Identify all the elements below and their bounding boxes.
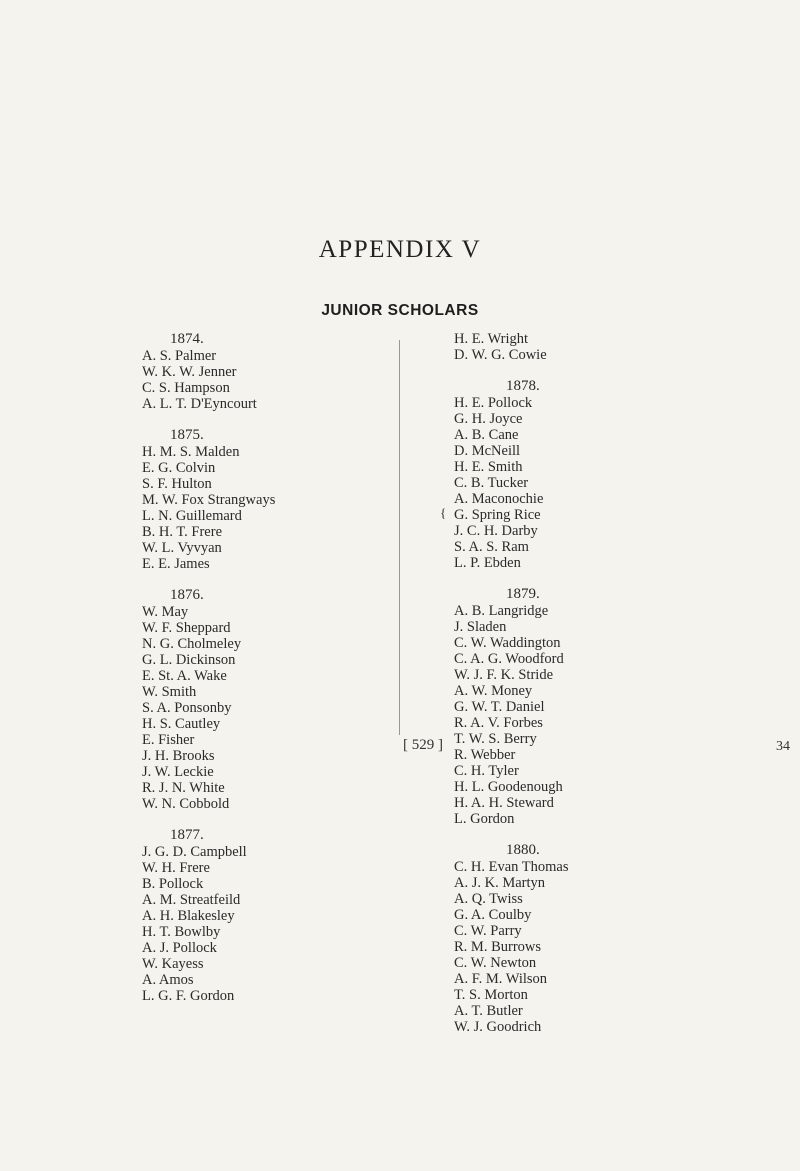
right-column: [454, 331, 704, 1035]
scholar-name: J. W. Leckie: [142, 764, 214, 780]
scholar-name: T. S. Morton: [454, 987, 528, 1003]
year-heading: 1879.: [506, 586, 540, 602]
spacer: [142, 412, 392, 427]
column-divider: [399, 340, 400, 735]
scholar-name: R. Webber: [454, 747, 516, 763]
appendix-title: APPENDIX V: [318, 236, 482, 263]
scholar-name: A. J. Pollock: [142, 940, 217, 956]
scholar-name: A. T. Butler: [454, 1003, 523, 1019]
scholar-name: A. Maconochie: [454, 491, 544, 507]
scholar-name: J. C. H. Darby: [454, 523, 538, 539]
scholar-name: G. W. T. Daniel: [454, 699, 545, 715]
scholar-name: A. Amos: [142, 972, 194, 988]
scholar-name: G. H. Joyce: [454, 411, 523, 427]
scholar-name: C. B. Tucker: [454, 475, 529, 491]
scholar-name: E. E. James: [142, 556, 210, 572]
scholar-name: H. S. Cautley: [142, 716, 221, 732]
scholar-name: E. St. A. Wake: [142, 668, 227, 684]
scholar-name: C. W. Waddington: [454, 635, 561, 651]
scholar-name: A. J. K. Martyn: [454, 875, 546, 891]
scholar-name: A. M. Streatfeild: [142, 892, 241, 908]
scholar-name: C. H. Tyler: [454, 763, 519, 779]
year-heading: 1880.: [506, 842, 540, 858]
scholar-name: W. J. F. K. Stride: [454, 667, 554, 683]
scholar-name: J. H. Brooks: [142, 748, 215, 764]
scholar-name: S. A. Ponsonby: [142, 700, 232, 716]
scholar-name: W. F. Sheppard: [142, 620, 231, 636]
scholar-name: L. G. F. Gordon: [142, 988, 235, 1004]
scholar-name: D. W. G. Cowie: [454, 347, 547, 363]
year-heading: 1878.: [506, 378, 540, 394]
year-heading: 1875.: [170, 427, 204, 443]
scholar-name: C. A. G. Woodford: [454, 651, 564, 667]
scholar-name: S. F. Hulton: [142, 476, 212, 492]
scholar-name: H. E. Wright: [454, 331, 529, 347]
scholar-name: J. G. D. Campbell: [142, 844, 247, 860]
scholar-name: R. M. Burrows: [454, 939, 542, 955]
scholar-name: W. H. Frere: [142, 860, 210, 876]
scholar-name: J. Sladen: [454, 619, 507, 635]
scholar-name: C. W. Parry: [454, 923, 522, 939]
scholar-name: L. Gordon: [454, 811, 515, 827]
page-number: [ 529 ]: [403, 737, 443, 753]
scholar-name: N. G. Cholmeley: [142, 636, 242, 652]
scholar-name: A. B. Langridge: [454, 603, 549, 619]
spacer: [142, 572, 392, 587]
spacer: [142, 812, 392, 827]
scholar-name: H. M. S. Malden: [142, 444, 240, 460]
spacer: [454, 827, 704, 842]
year-heading: 1877.: [170, 827, 204, 843]
scholar-name: T. W. S. Berry: [454, 731, 537, 747]
year-heading: 1874.: [170, 331, 204, 347]
scholar-name: A. Q. Twiss: [454, 891, 523, 907]
scholar-name: W. May: [142, 604, 189, 620]
scholar-name: G. A. Coulby: [454, 907, 532, 923]
spacer: [454, 363, 704, 378]
scholar-name: H. A. H. Steward: [454, 795, 554, 811]
bracket-mark: {: [440, 505, 447, 520]
scholar-name: H. E. Smith: [454, 459, 523, 475]
scholar-name: A. S. Palmer: [142, 348, 217, 364]
scholar-name: W. Kayess: [142, 956, 204, 972]
scholar-name: C. W. Newton: [454, 955, 537, 971]
scholar-name: H. T. Bowlby: [142, 924, 221, 940]
scholar-name: W. Smith: [142, 684, 197, 700]
scholar-name: A. H. Blakesley: [142, 908, 235, 924]
scholar-name: A. F. M. Wilson: [454, 971, 548, 987]
scholar-name: S. A. S. Ram: [454, 539, 529, 555]
scholar-name: H. L. Goodenough: [454, 779, 563, 795]
scholar-name: W. J. Goodrich: [454, 1019, 542, 1035]
year-heading: 1876.: [170, 587, 204, 603]
section-title: JUNIOR SCHOLARS: [321, 302, 479, 319]
scholar-name: W. L. Vyvyan: [142, 540, 222, 556]
scholar-name: R. J. N. White: [142, 780, 225, 796]
scholar-name: H. E. Pollock: [454, 395, 533, 411]
scholar-name: L. P. Ebden: [454, 555, 521, 571]
scholar-name: C. H. Evan Thomas: [454, 859, 569, 875]
left-column: [142, 331, 392, 1004]
scholar-name: W. K. W. Jenner: [142, 364, 237, 380]
scholar-name: D. McNeill: [454, 443, 521, 459]
scholar-name: R. A. V. Forbes: [454, 715, 543, 731]
scholar-name: A. W. Money: [454, 683, 533, 699]
spacer: [454, 571, 704, 586]
scholar-name: G. L. Dickinson: [142, 652, 236, 668]
scholar-name: E. Fisher: [142, 732, 195, 748]
scholar-name: L. N. Guillemard: [142, 508, 242, 524]
signature-mark: 34: [776, 739, 790, 754]
scholar-name: B. Pollock: [142, 876, 204, 892]
scholar-name: A. L. T. D'Eyncourt: [142, 396, 257, 412]
scholar-name: B. H. T. Frere: [142, 524, 223, 540]
scholar-name: M. W. Fox Strangways: [142, 492, 276, 508]
scholar-name: W. N. Cobbold: [142, 796, 230, 812]
scholar-name: E. G. Colvin: [142, 460, 216, 476]
scholar-name: A. B. Cane: [454, 427, 519, 443]
scholar-name: G. Spring Rice: [454, 507, 541, 523]
scholar-name: C. S. Hampson: [142, 380, 230, 396]
